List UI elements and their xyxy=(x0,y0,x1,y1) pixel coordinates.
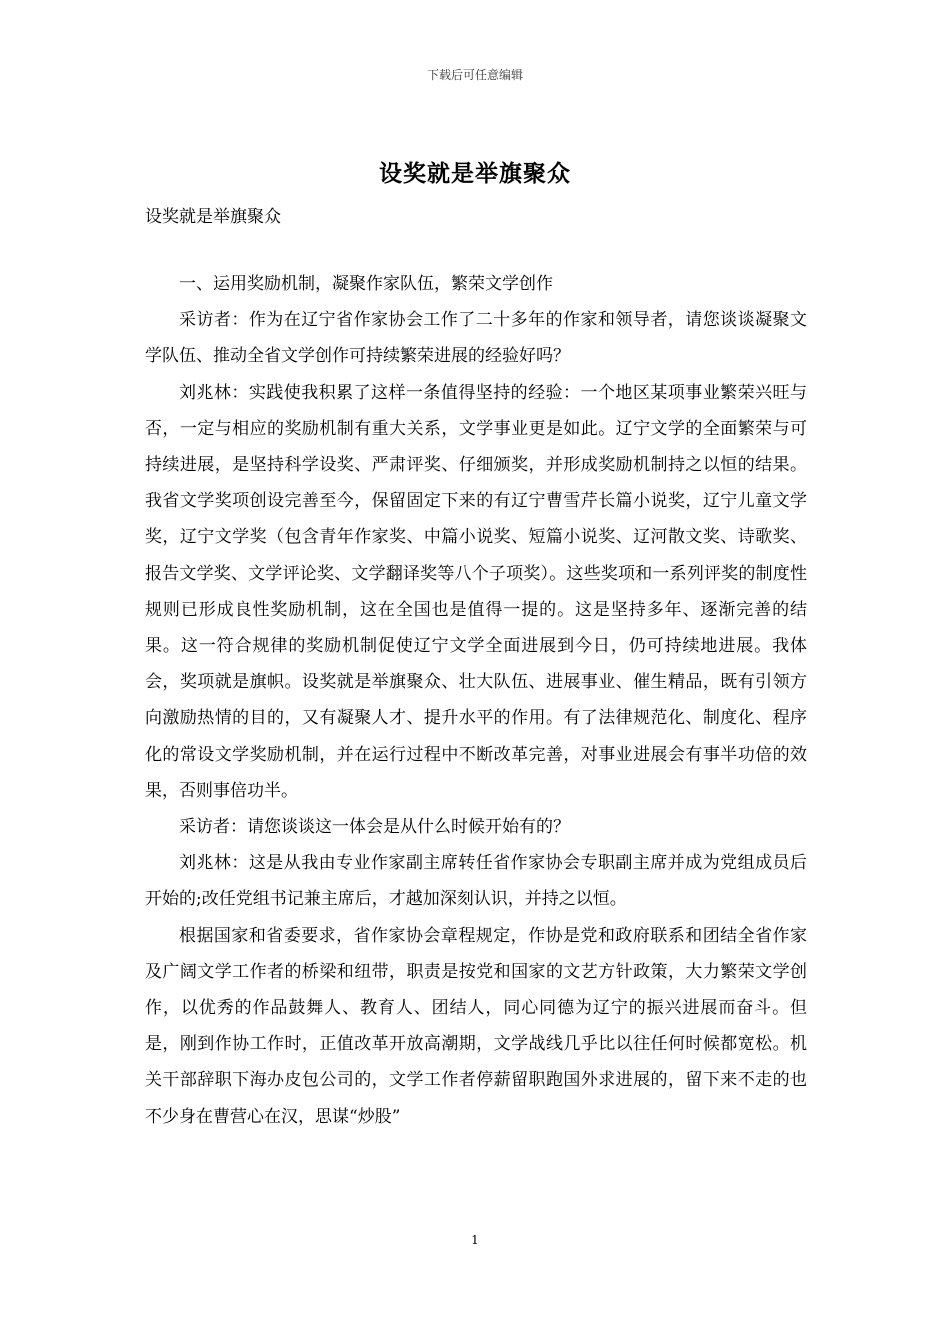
paragraph: 采访者：作为在辽宁省作家协会工作了二十多年的作家和领导者，请您谈谈凝聚文学队伍、推动全省文学创作可持续繁荣进展的经验好吗？ xyxy=(145,310,807,367)
paragraph: 采访者：请您谈谈这一体会是从什么时候开始有的？ xyxy=(179,817,570,838)
document-title: 设奖就是举旗聚众 xyxy=(379,160,571,187)
paragraph: 刘兆林：这是从我由专业作家副主席转任省作家协会专职副主席并成为党组成员后开始的;改任党组书记兼主席后，才越加深刻认识，并持之以恒。 xyxy=(145,853,807,910)
page-number: 1 xyxy=(471,1233,479,1247)
document-subtitle: 设奖就是举旗聚众 xyxy=(145,207,281,227)
paragraph: 刘兆林：实践使我积累了这样一条值得坚持的经验：一个地区某项事业繁荣兴旺与否，一定与相应的奖励机制有重大关系，文学事业更是如此。辽宁文学的全面繁荣与可持续进展，是坚持科学设奖、严肃评奖、仔细颁奖，并形成奖励机制持之以恒的结果。我省文学奖项创设完善至今，保留固定下来的有辽宁曹雪芹长篇小说奖，辽宁儿童文学奖，辽宁文学奖（包含青年作家奖、中篇小说奖、短篇小说奖、辽河散文奖、诗歌奖、报告文学奖、文学评论奖、文学翻译奖等八个子项奖）。这些奖项和一系列评奖的制度性规则已形成良性奖励机制，这在全国也是值得一提的。这是坚持多年、逐渐完善的结果。这一符合规律的奖励机制促使辽宁文学全面进展到今日，仍可持续地进展。我体会，奖项就是旗帜。设奖就是举旗聚众、壮大队伍、进展事业、催生精品，既有引领方向激励热情的目的，又有凝聚人才、提升水平的作用。有了法律规范化、制度化、程序化的常设文学奖励机制，并在运行过程中不断改革完善，对事业进展会有事半功倍的效果，否则事倍功半。 xyxy=(145,382,807,801)
paragraph: 根据国家和省委要求，省作家协会章程规定，作协是党和政府联系和团结全省作家及广阔文学工作者的桥梁和纽带，职责是按党和国家的文艺方针政策，大力繁荣文学创作，以优秀的作品鼓舞人、教育人、团结人，同心同德为辽宁的振兴进展而奋斗。但是，刚到作协工作时，正值改革开放高潮期，文学战线几乎比以往任何时候都宽松。机关干部辞职下海办皮包公司的，文学工作者停薪留职跑国外求进展的，留下来不走的也不少身在曹营心在汉，思谋“炒股” xyxy=(145,925,807,1127)
section-heading: 一、运用奖励机制，凝聚作家队伍，繁荣文学创作 xyxy=(179,274,553,294)
document-body xyxy=(145,266,807,1135)
page-header-note: 下载后可任意编辑 xyxy=(426,68,523,82)
